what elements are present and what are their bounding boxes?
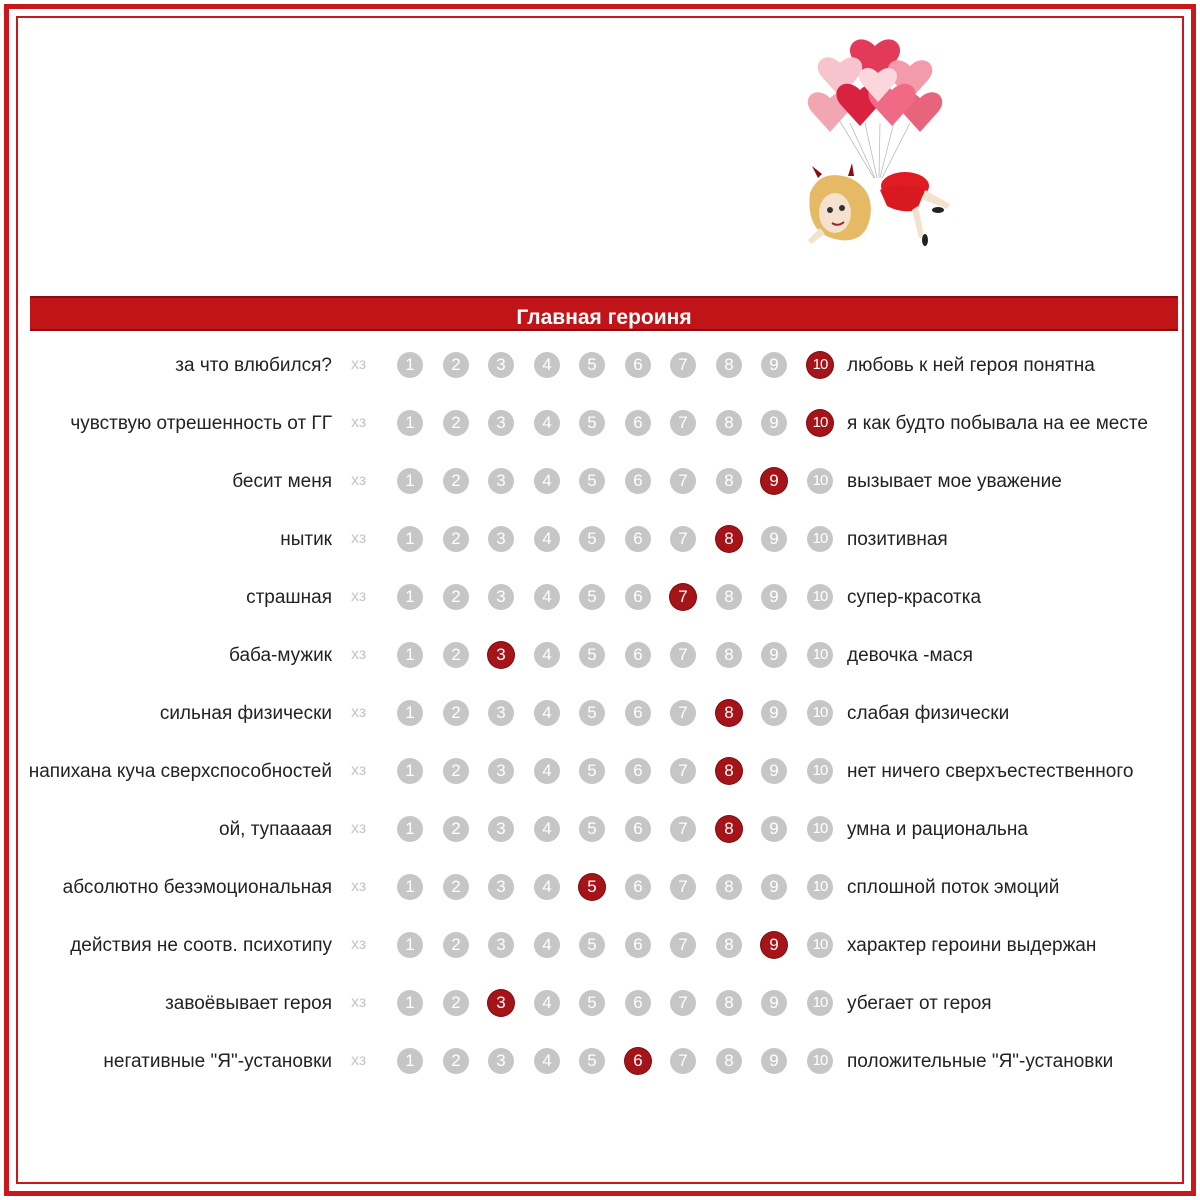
score-dot[interactable]: 10 — [807, 990, 833, 1016]
rating-row — [0, 684, 1200, 742]
score-dot[interactable]: 6 — [625, 990, 651, 1016]
score-dot[interactable]: 4 — [534, 410, 560, 436]
score-dot[interactable]: 1 — [397, 874, 423, 900]
score-dot[interactable]: 1 — [397, 816, 423, 842]
score-dot[interactable]: 8 — [716, 1048, 742, 1074]
score-dot[interactable]: 1 — [397, 352, 423, 378]
score-dot[interactable]: 3 — [488, 1048, 514, 1074]
score-dot[interactable]: 10 — [807, 468, 833, 494]
score-dot[interactable]: 5 — [579, 1048, 605, 1074]
right-label: характер героини выдержан — [847, 934, 1097, 956]
score-dot[interactable]: 5 — [579, 816, 605, 842]
score-dot[interactable]: 6 — [625, 874, 651, 900]
score-dot[interactable]: 1 — [397, 468, 423, 494]
right-label: я как будто побывала на ее месте — [847, 412, 1148, 434]
score-dot[interactable]: 6 — [625, 526, 651, 552]
rating-row — [0, 858, 1200, 916]
score-dot[interactable]: 2 — [443, 990, 469, 1016]
score-dot[interactable]: 8 — [716, 932, 742, 958]
score-dot[interactable]: 10 — [807, 1048, 833, 1074]
score-dot[interactable]: 7 — [670, 526, 696, 552]
score-dot-selected[interactable]: 8 — [716, 700, 742, 726]
score-dot[interactable]: 8 — [716, 874, 742, 900]
score-dot[interactable]: 4 — [534, 816, 560, 842]
score-dot[interactable]: 9 — [761, 990, 787, 1016]
score-dot[interactable]: 5 — [579, 642, 605, 668]
score-dot[interactable]: 9 — [761, 874, 787, 900]
right-label: супер-красотка — [847, 586, 982, 608]
score-dot[interactable]: 2 — [443, 642, 469, 668]
score-dot[interactable]: 8 — [716, 352, 742, 378]
score-dot[interactable]: 2 — [443, 468, 469, 494]
score-dot[interactable]: 10 — [807, 758, 833, 784]
score-dot[interactable]: 1 — [397, 526, 423, 552]
score-dot[interactable]: 4 — [534, 700, 560, 726]
score-dot-selected[interactable]: 7 — [670, 584, 696, 610]
score-dot[interactable]: 3 — [488, 526, 514, 552]
score-dot-selected[interactable]: 8 — [716, 526, 742, 552]
score-dot[interactable]: 4 — [534, 526, 560, 552]
score-dot[interactable]: 1 — [397, 1048, 423, 1074]
score-dot[interactable]: 8 — [716, 990, 742, 1016]
score-dot[interactable]: 3 — [488, 468, 514, 494]
unknown-option[interactable]: хз — [351, 646, 367, 663]
score-dot[interactable]: 4 — [534, 990, 560, 1016]
rating-row — [0, 974, 1200, 1032]
score-dot[interactable]: 1 — [397, 410, 423, 436]
unknown-option[interactable]: хз — [351, 820, 367, 837]
score-dot[interactable]: 9 — [761, 584, 787, 610]
score-dot[interactable]: 1 — [397, 758, 423, 784]
score-dot[interactable]: 3 — [488, 816, 514, 842]
score-dot[interactable]: 9 — [761, 758, 787, 784]
score-dot[interactable]: 6 — [625, 816, 651, 842]
unknown-option[interactable]: хз — [351, 472, 367, 489]
score-dot[interactable]: 1 — [397, 642, 423, 668]
score-dot[interactable]: 5 — [579, 468, 605, 494]
score-dot-selected[interactable]: 8 — [716, 816, 742, 842]
rating-row — [0, 1032, 1200, 1090]
score-dot[interactable]: 9 — [761, 526, 787, 552]
unknown-option[interactable]: хз — [351, 530, 367, 547]
score-dot-selected[interactable]: 6 — [625, 1048, 651, 1074]
girl-with-heart-balloons-illustration — [780, 28, 960, 258]
score-dot[interactable]: 3 — [488, 700, 514, 726]
right-label: убегает от героя — [847, 992, 992, 1014]
page-title: Главная героиня — [516, 306, 692, 329]
score-dot-selected[interactable]: 9 — [761, 932, 787, 958]
score-dot-selected[interactable]: 10 — [807, 352, 833, 378]
score-dot-selected[interactable]: 10 — [807, 410, 833, 436]
unknown-option[interactable]: хз — [351, 1052, 367, 1069]
left-label: сильная физически — [159, 702, 332, 724]
score-dot[interactable]: 2 — [443, 352, 469, 378]
score-dot[interactable]: 6 — [625, 758, 651, 784]
score-dot[interactable]: 2 — [443, 932, 469, 958]
score-dot[interactable]: 3 — [488, 932, 514, 958]
left-label: напихана куча сверхспособностей — [28, 760, 332, 782]
score-dot[interactable]: 6 — [625, 352, 651, 378]
right-label: сплошной поток эмоций — [847, 876, 1060, 898]
score-dot[interactable]: 6 — [625, 700, 651, 726]
right-label: позитивная — [847, 528, 948, 550]
right-label: вызывает мое уважение — [847, 470, 1062, 492]
score-dot[interactable]: 9 — [761, 1048, 787, 1074]
score-dot[interactable]: 8 — [716, 410, 742, 436]
score-dot[interactable]: 9 — [761, 700, 787, 726]
title-banner — [30, 296, 1178, 331]
rating-row — [0, 800, 1200, 858]
score-dot-selected[interactable]: 5 — [579, 874, 605, 900]
rating-row — [0, 336, 1200, 394]
left-label: действия не соотв. психотипу — [70, 934, 332, 956]
score-dot-selected[interactable]: 9 — [761, 468, 787, 494]
score-dot[interactable]: 1 — [397, 932, 423, 958]
left-label: баба-мужик — [229, 644, 332, 666]
score-dot[interactable]: 4 — [534, 642, 560, 668]
score-dot[interactable]: 4 — [534, 1048, 560, 1074]
score-dot[interactable]: 5 — [579, 410, 605, 436]
left-label: негативные "Я"-установки — [103, 1050, 332, 1072]
score-dot[interactable]: 9 — [761, 352, 787, 378]
score-dot-selected[interactable]: 3 — [488, 642, 514, 668]
unknown-option[interactable]: хз — [351, 762, 367, 779]
score-dot[interactable]: 2 — [443, 1048, 469, 1074]
left-label: бесит меня — [232, 470, 332, 492]
rating-row — [0, 626, 1200, 684]
score-dot[interactable]: 7 — [670, 642, 696, 668]
score-dot[interactable]: 1 — [397, 700, 423, 726]
score-dot-selected[interactable]: 3 — [488, 990, 514, 1016]
score-dot[interactable]: 6 — [625, 468, 651, 494]
score-dot[interactable]: 8 — [716, 584, 742, 610]
score-dot[interactable]: 2 — [443, 816, 469, 842]
score-dot[interactable]: 8 — [716, 642, 742, 668]
right-label: нет ничего сверхъестественного — [847, 760, 1134, 782]
left-label: за что влюбился? — [175, 354, 332, 376]
score-dot[interactable]: 7 — [670, 932, 696, 958]
unknown-option[interactable]: хз — [351, 878, 367, 895]
unknown-option[interactable]: хз — [351, 414, 367, 431]
score-dot[interactable]: 9 — [761, 816, 787, 842]
score-dot[interactable]: 9 — [761, 642, 787, 668]
score-dot[interactable]: 2 — [443, 584, 469, 610]
score-dot[interactable]: 9 — [761, 410, 787, 436]
score-dot[interactable]: 3 — [488, 352, 514, 378]
score-dot[interactable]: 5 — [579, 700, 605, 726]
left-label: страшная — [246, 586, 332, 608]
rating-row — [0, 452, 1200, 510]
right-label: любовь к ней героя понятна — [847, 354, 1095, 376]
score-dot[interactable]: 4 — [534, 874, 560, 900]
score-dot[interactable]: 2 — [443, 874, 469, 900]
score-dot[interactable]: 2 — [443, 410, 469, 436]
rating-row — [0, 394, 1200, 452]
score-dot[interactable]: 7 — [670, 1048, 696, 1074]
score-dot[interactable]: 7 — [670, 352, 696, 378]
right-label: умна и рациональна — [847, 818, 1028, 840]
rating-row — [0, 742, 1200, 800]
rating-row — [0, 916, 1200, 974]
score-dot[interactable]: 4 — [534, 584, 560, 610]
left-label: чувствую отрешенность от ГГ — [70, 412, 332, 434]
score-dot[interactable]: 3 — [488, 874, 514, 900]
score-dot[interactable]: 7 — [670, 700, 696, 726]
right-label: слабая физически — [847, 702, 1010, 724]
score-dot[interactable]: 5 — [579, 990, 605, 1016]
score-dot[interactable]: 8 — [716, 468, 742, 494]
score-dot[interactable]: 7 — [670, 468, 696, 494]
left-label: завоёвывает героя — [165, 992, 332, 1014]
score-dot[interactable]: 7 — [670, 990, 696, 1016]
score-dot[interactable]: 10 — [807, 642, 833, 668]
score-dot[interactable]: 2 — [443, 700, 469, 726]
score-dot[interactable]: 2 — [443, 526, 469, 552]
left-label: нытик — [280, 528, 332, 550]
score-dot[interactable]: 6 — [625, 932, 651, 958]
score-dot[interactable]: 6 — [625, 584, 651, 610]
score-dot[interactable]: 3 — [488, 410, 514, 436]
right-label: девочка -мася — [847, 644, 973, 666]
unknown-option[interactable]: хз — [351, 704, 367, 721]
unknown-option[interactable]: хз — [351, 588, 367, 605]
score-dot[interactable]: 6 — [625, 642, 651, 668]
unknown-option[interactable]: хз — [351, 356, 367, 373]
score-dot[interactable]: 3 — [488, 584, 514, 610]
score-dot[interactable]: 3 — [488, 758, 514, 784]
score-dot[interactable]: 10 — [807, 584, 833, 610]
score-dot[interactable]: 7 — [670, 758, 696, 784]
score-dot[interactable]: 4 — [534, 468, 560, 494]
score-dot[interactable]: 7 — [670, 874, 696, 900]
score-dot[interactable]: 4 — [534, 352, 560, 378]
score-dot[interactable]: 1 — [397, 990, 423, 1016]
score-dot[interactable]: 5 — [579, 584, 605, 610]
score-dot[interactable]: 5 — [579, 758, 605, 784]
score-dot[interactable]: 10 — [807, 816, 833, 842]
right-label: положительные "Я"-установки — [847, 1050, 1114, 1072]
score-dot[interactable]: 4 — [534, 758, 560, 784]
score-dot[interactable]: 6 — [625, 410, 651, 436]
score-dot[interactable]: 10 — [807, 874, 833, 900]
score-dot[interactable]: 5 — [579, 526, 605, 552]
score-dot[interactable]: 5 — [579, 352, 605, 378]
score-dot[interactable]: 10 — [807, 700, 833, 726]
score-dot[interactable]: 7 — [670, 816, 696, 842]
score-dot-selected[interactable]: 8 — [716, 758, 742, 784]
left-label: абсолютно безэмоциональная — [62, 876, 332, 898]
left-label: ой, тупаааая — [219, 818, 332, 840]
score-dot[interactable]: 4 — [534, 932, 560, 958]
score-dot[interactable]: 2 — [443, 758, 469, 784]
score-dot[interactable]: 10 — [807, 526, 833, 552]
score-dot[interactable]: 5 — [579, 932, 605, 958]
score-dot[interactable]: 7 — [670, 410, 696, 436]
rating-row — [0, 568, 1200, 626]
score-dot[interactable]: 10 — [807, 932, 833, 958]
unknown-option[interactable]: хз — [351, 936, 367, 953]
unknown-option[interactable]: хз — [351, 994, 367, 1011]
rating-row — [0, 510, 1200, 568]
score-dot[interactable]: 1 — [397, 584, 423, 610]
